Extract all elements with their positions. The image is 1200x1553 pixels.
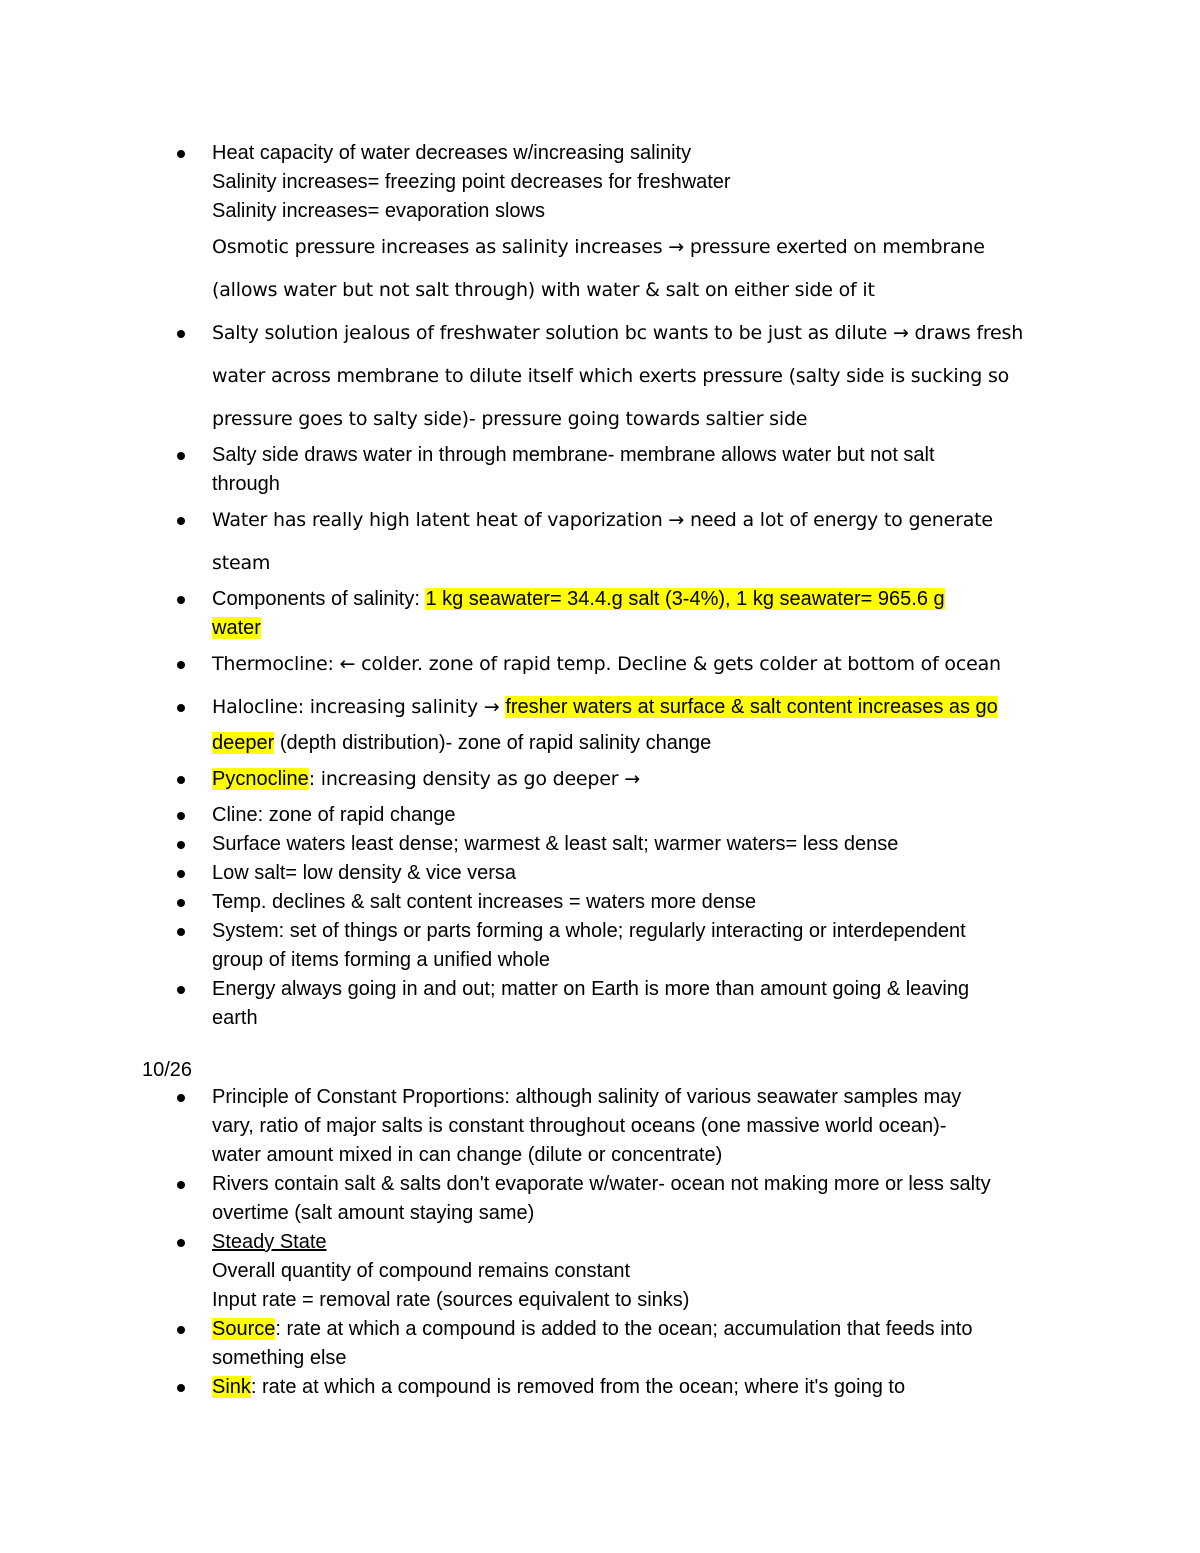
list-item-text: Rivers contain salt & salts don't evaporate w/water- ocean not making more or less salty: [212, 1173, 991, 1195]
list-item-text: : increasing density as go deeper →: [308, 768, 640, 790]
list-item-text: Water has really high latent heat of vaporization → need a lot of energy to generate: [212, 509, 993, 531]
highlighted-text: Source: [212, 1318, 276, 1340]
list-item: [170, 1373, 1070, 1402]
list-item-text: Principle of Constant Proportions: although salinity of various seawater samples may: [212, 1086, 962, 1108]
list-item-text: (allows water but not salt through) with water & salt on either side of it: [212, 279, 875, 301]
list-item: [170, 1228, 1070, 1315]
list-item: [170, 758, 1070, 801]
list-item-text: Temp. declines & salt content increases = waters more dense: [212, 891, 757, 913]
list-item: [170, 801, 1070, 830]
list-item-text: Salinity increases= freezing point decreases for freshwater: [212, 171, 731, 193]
list-item: [170, 888, 1070, 917]
list-item: [170, 312, 1070, 441]
list-item-text: pressure goes to salty side)- pressure going towards saltier side: [212, 408, 808, 430]
list-item: [170, 585, 1070, 643]
notes-list-2: [170, 1083, 1070, 1402]
section-title: Steady State: [212, 1231, 327, 1253]
highlighted-text: deeper: [212, 732, 275, 754]
highlighted-text: fresher waters at surface & salt content increases as go: [505, 696, 998, 718]
list-item-text: System: set of things or parts forming a whole; regularly interacting or interdependent: [212, 920, 966, 942]
list-item-text: Salinity increases= evaporation slows: [212, 200, 545, 222]
list-item-text: steam: [212, 552, 271, 574]
list-item-text: Input rate = removal rate (sources equivalent to sinks): [212, 1289, 690, 1311]
list-item-text: Overall quantity of compound remains constant: [212, 1260, 630, 1282]
list-item-text: water across membrane to dilute itself which exerts pressure (salty side is sucking so: [212, 365, 1010, 387]
list-item: [170, 139, 1070, 312]
list-item-text: water amount mixed in can change (dilute or concentrate): [212, 1144, 723, 1166]
list-item-text: Heat capacity of water decreases w/increasing salinity: [212, 142, 692, 164]
list-item: [170, 917, 1070, 975]
list-item-text: something else: [212, 1347, 347, 1369]
list-item-text: (depth distribution)- zone of rapid salinity change: [274, 732, 712, 754]
list-item-text: Salty solution jealous of freshwater solution bc wants to be just as dilute → draws fresh: [212, 322, 1024, 344]
list-item: [170, 1083, 1070, 1170]
list-item-text: vary, ratio of major salts is constant throughout oceans (one massive world ocean)-: [212, 1115, 947, 1137]
list-item-text: Thermocline: ← colder. zone of rapid temp. Decline & gets colder at bottom of ocean: [212, 653, 1001, 675]
list-item: [170, 1315, 1070, 1373]
list-item-text: Halocline: increasing salinity →: [212, 696, 506, 718]
list-item-text: overtime (salt amount staying same): [212, 1202, 535, 1224]
highlighted-text: water: [212, 617, 261, 639]
list-item-text: group of items forming a unified whole: [212, 949, 550, 971]
list-item: [170, 1170, 1070, 1228]
list-item-text: Low salt= low density & vice versa: [212, 862, 517, 884]
list-item-text: Surface waters least dense; warmest & least salt; warmer waters= less dense: [212, 833, 899, 855]
date-heading: 10/26: [142, 1059, 193, 1081]
highlighted-text: Pycnocline: [212, 768, 309, 790]
notes-list-1: [170, 139, 1070, 1033]
list-item: [170, 686, 1070, 758]
list-item-text: Components of salinity:: [212, 588, 426, 610]
list-item-text: Osmotic pressure increases as salinity increases → pressure exerted on membrane: [212, 236, 985, 258]
highlighted-text: Sink: [212, 1376, 251, 1398]
list-item: [170, 859, 1070, 888]
list-item: [170, 830, 1070, 859]
list-item-text: Salty side draws water in through membrane- membrane allows water but not salt: [212, 444, 935, 466]
list-item: [170, 975, 1070, 1033]
list-item-text: Energy always going in and out; matter on Earth is more than amount going & leaving: [212, 978, 970, 1000]
highlighted-text: 1 kg seawater= 34.4.g salt (3-4%), 1 kg seawater= 965.6 g: [425, 588, 945, 610]
list-item-text: earth: [212, 1007, 258, 1029]
list-item-text: Cline: zone of rapid change: [212, 804, 456, 826]
list-item: [170, 643, 1070, 686]
list-item: [170, 441, 1070, 499]
list-item: [170, 499, 1070, 585]
list-item-text: : rate at which a compound is added to the ocean; accumulation that feeds into: [275, 1318, 973, 1340]
list-item-text: through: [212, 473, 280, 495]
list-item-text: : rate at which a compound is removed from the ocean; where it's going to: [250, 1376, 906, 1398]
